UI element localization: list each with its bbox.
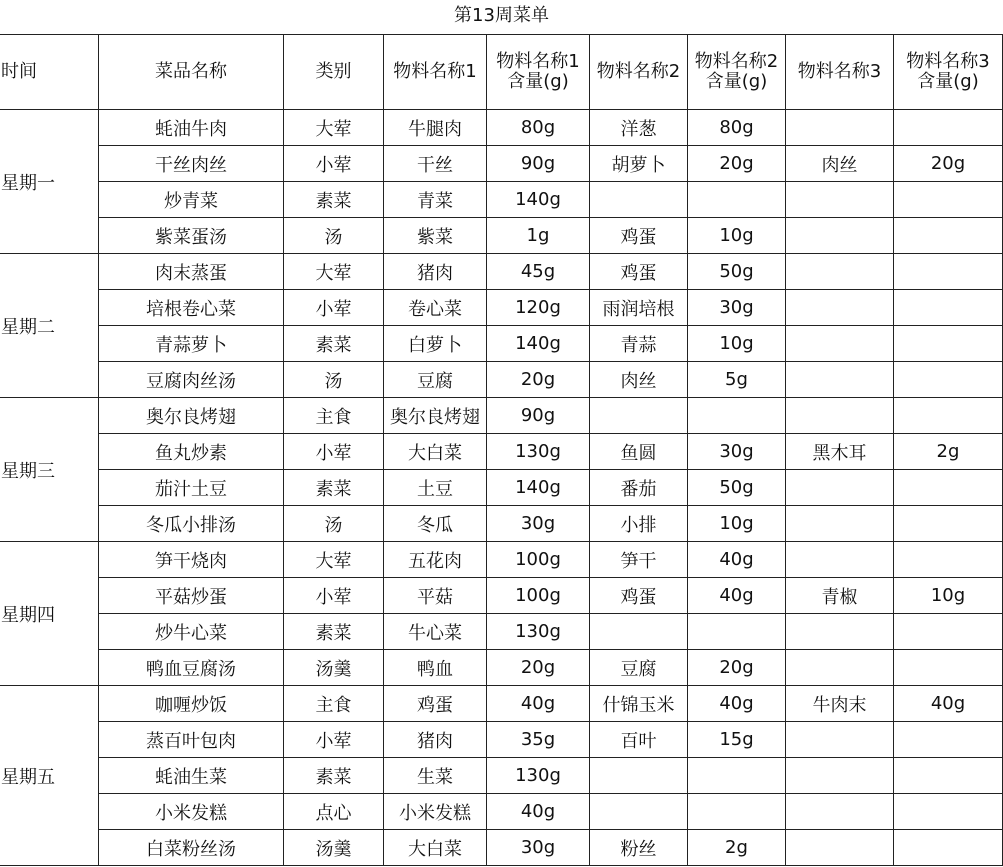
cell-dish-name: 蒸百叶包肉 (99, 722, 284, 758)
cell-material-2 (590, 398, 688, 434)
cell-material-1-amount: 80g (487, 110, 590, 146)
table-row (0, 614, 1003, 650)
cell-material-1: 牛腿肉 (384, 110, 487, 146)
cell-material-2 (590, 614, 688, 650)
header-material-1: 物料名称1 (384, 35, 487, 110)
cell-material-3: 黑木耳 (786, 434, 894, 470)
cell-dish-name: 青蒜萝卜 (99, 326, 284, 362)
cell-material-2: 鸡蛋 (590, 254, 688, 290)
cell-material-2-amount (688, 614, 786, 650)
cell-material-1: 猪肉 (384, 254, 487, 290)
cell-material-2-amount: 2g (688, 830, 786, 866)
cell-category: 点心 (284, 794, 384, 830)
cell-dish-name: 冬瓜小排汤 (99, 506, 284, 542)
cell-material-1: 鸡蛋 (384, 686, 487, 722)
cell-material-1: 紫菜 (384, 218, 487, 254)
cell-material-3-amount (894, 290, 1003, 326)
cell-material-2-amount (688, 794, 786, 830)
cell-category: 小荤 (284, 290, 384, 326)
cell-material-3-amount: 2g (894, 434, 1003, 470)
cell-category: 汤羹 (284, 650, 384, 686)
cell-material-3 (786, 506, 894, 542)
cell-material-1-amount: 45g (487, 254, 590, 290)
table-row (0, 794, 1003, 830)
cell-material-2-amount: 40g (688, 542, 786, 578)
table-row (0, 218, 1003, 254)
cell-dish-name: 蚝油牛肉 (99, 110, 284, 146)
cell-dish-name: 白菜粉丝汤 (99, 830, 284, 866)
cell-category: 大荤 (284, 542, 384, 578)
cell-material-3-amount (894, 470, 1003, 506)
cell-material-1-amount: 40g (487, 686, 590, 722)
cell-material-1-amount: 100g (487, 578, 590, 614)
cell-material-1: 生菜 (384, 758, 487, 794)
cell-material-2: 什锦玉米 (590, 686, 688, 722)
cell-material-2: 青蒜 (590, 326, 688, 362)
cell-dish-name: 鸭血豆腐汤 (99, 650, 284, 686)
table-row (0, 434, 1003, 470)
table-row (0, 326, 1003, 362)
cell-material-3-amount (894, 398, 1003, 434)
cell-material-1-amount: 130g (487, 614, 590, 650)
cell-material-2-amount: 40g (688, 578, 786, 614)
cell-material-2-amount: 10g (688, 326, 786, 362)
cell-material-2-amount: 30g (688, 434, 786, 470)
cell-material-1: 干丝 (384, 146, 487, 182)
cell-material-3-amount (894, 110, 1003, 146)
header-material-2-amount (688, 35, 786, 110)
cell-material-1-amount: 1g (487, 218, 590, 254)
cell-material-1: 牛心菜 (384, 614, 487, 650)
cell-material-3-amount (894, 614, 1003, 650)
header-time: 时间 (0, 35, 99, 110)
header-material-1-amount-line2: 含量(g) (507, 71, 569, 92)
cell-category: 素菜 (284, 758, 384, 794)
table-row (0, 470, 1003, 506)
cell-material-2-amount: 10g (688, 218, 786, 254)
cell-material-2-amount: 20g (688, 146, 786, 182)
cell-category: 素菜 (284, 326, 384, 362)
cell-material-1-amount: 140g (487, 182, 590, 218)
cell-dish-name: 干丝肉丝 (99, 146, 284, 182)
cell-material-2: 鱼圆 (590, 434, 688, 470)
cell-material-2: 胡萝卜 (590, 146, 688, 182)
cell-material-2-amount: 50g (688, 254, 786, 290)
cell-material-1-amount: 100g (487, 542, 590, 578)
cell-material-1: 大白菜 (384, 830, 487, 866)
cell-material-3: 肉丝 (786, 146, 894, 182)
cell-material-2-amount: 5g (688, 362, 786, 398)
cell-dish-name: 奥尔良烤翅 (99, 398, 284, 434)
table-row (0, 182, 1003, 218)
cell-material-1-amount: 35g (487, 722, 590, 758)
cell-material-2-amount: 30g (688, 290, 786, 326)
cell-dish-name: 培根卷心菜 (99, 290, 284, 326)
cell-material-3-amount (894, 218, 1003, 254)
table-row (0, 146, 1003, 182)
cell-material-2: 豆腐 (590, 650, 688, 686)
cell-dish-name: 豆腐肉丝汤 (99, 362, 284, 398)
cell-dish-name: 鱼丸炒素 (99, 434, 284, 470)
cell-material-3-amount: 40g (894, 686, 1003, 722)
cell-category: 大荤 (284, 254, 384, 290)
cell-category: 小荤 (284, 578, 384, 614)
cell-material-3-amount: 10g (894, 578, 1003, 614)
table-row (0, 362, 1003, 398)
cell-category: 小荤 (284, 146, 384, 182)
header-category: 类别 (284, 35, 384, 110)
cell-material-3 (786, 218, 894, 254)
cell-material-1-amount: 20g (487, 362, 590, 398)
cell-material-2: 肉丝 (590, 362, 688, 398)
cell-category: 素菜 (284, 182, 384, 218)
table-row (0, 290, 1003, 326)
cell-category: 素菜 (284, 614, 384, 650)
day-cell: 星期二 (0, 254, 99, 398)
cell-material-1-amount: 40g (487, 794, 590, 830)
cell-material-3 (786, 758, 894, 794)
table-row (0, 830, 1003, 866)
cell-material-2 (590, 182, 688, 218)
cell-category: 汤 (284, 506, 384, 542)
cell-material-3 (786, 362, 894, 398)
table-row (0, 398, 1003, 434)
cell-material-1-amount: 30g (487, 830, 590, 866)
cell-material-1-amount: 120g (487, 290, 590, 326)
menu-table (0, 34, 1003, 866)
day-cell: 星期三 (0, 398, 99, 542)
table-row (0, 506, 1003, 542)
cell-material-3-amount (894, 722, 1003, 758)
cell-dish-name: 茄汁土豆 (99, 470, 284, 506)
header-material-2-amount-line2: 含量(g) (705, 71, 768, 92)
cell-material-1-amount: 130g (487, 758, 590, 794)
cell-material-2: 鸡蛋 (590, 218, 688, 254)
cell-material-1: 豆腐 (384, 362, 487, 398)
cell-material-1: 白萝卜 (384, 326, 487, 362)
cell-category: 汤 (284, 218, 384, 254)
cell-dish-name: 紫菜蛋汤 (99, 218, 284, 254)
menu-body (0, 110, 1003, 866)
cell-material-1-amount: 140g (487, 326, 590, 362)
cell-material-2: 番茄 (590, 470, 688, 506)
cell-material-2-amount: 40g (688, 686, 786, 722)
cell-material-3 (786, 722, 894, 758)
header-material-2: 物料名称2 (590, 35, 688, 110)
table-row (0, 254, 1003, 290)
cell-material-2 (590, 794, 688, 830)
cell-material-3-amount (894, 254, 1003, 290)
cell-material-2-amount: 50g (688, 470, 786, 506)
cell-material-2-amount: 10g (688, 506, 786, 542)
cell-material-2 (590, 758, 688, 794)
header-material-3-amount-line1: 物料名称3 (906, 51, 990, 72)
cell-material-3-amount (894, 326, 1003, 362)
cell-material-3-amount (894, 362, 1003, 398)
cell-category: 主食 (284, 398, 384, 434)
cell-material-1: 猪肉 (384, 722, 487, 758)
table-row (0, 110, 1003, 146)
header-material-2-amount-line1: 物料名称2 (694, 51, 779, 72)
cell-category: 素菜 (284, 470, 384, 506)
header-dish-name: 菜品名称 (99, 35, 284, 110)
header-material-1-amount-line1: 物料名称1 (496, 51, 580, 72)
cell-material-2: 粉丝 (590, 830, 688, 866)
cell-category: 大荤 (284, 110, 384, 146)
header-material-1-amount (487, 35, 590, 110)
cell-category: 汤 (284, 362, 384, 398)
cell-material-3: 牛肉末 (786, 686, 894, 722)
cell-dish-name: 小米发糕 (99, 794, 284, 830)
cell-category: 小荤 (284, 722, 384, 758)
cell-material-1: 冬瓜 (384, 506, 487, 542)
cell-dish-name: 炒青菜 (99, 182, 284, 218)
cell-material-3 (786, 326, 894, 362)
cell-material-2-amount: 15g (688, 722, 786, 758)
cell-material-3 (786, 182, 894, 218)
cell-material-1-amount: 20g (487, 650, 590, 686)
cell-material-1: 鸭血 (384, 650, 487, 686)
cell-material-3 (786, 110, 894, 146)
cell-material-2: 百叶 (590, 722, 688, 758)
cell-material-2-amount (688, 398, 786, 434)
cell-material-1: 大白菜 (384, 434, 487, 470)
cell-material-3-amount (894, 542, 1003, 578)
cell-material-1: 平菇 (384, 578, 487, 614)
cell-material-3-amount (894, 182, 1003, 218)
cell-material-3 (786, 398, 894, 434)
cell-material-3-amount: 20g (894, 146, 1003, 182)
cell-material-3 (786, 470, 894, 506)
cell-material-1: 土豆 (384, 470, 487, 506)
cell-material-1: 小米发糕 (384, 794, 487, 830)
cell-category: 小荤 (284, 434, 384, 470)
cell-material-2: 雨润培根 (590, 290, 688, 326)
cell-dish-name: 炒牛心菜 (99, 614, 284, 650)
day-cell: 星期四 (0, 542, 99, 686)
cell-material-1-amount: 130g (487, 434, 590, 470)
cell-material-3 (786, 254, 894, 290)
cell-material-3: 青椒 (786, 578, 894, 614)
cell-category: 主食 (284, 686, 384, 722)
cell-material-2: 小排 (590, 506, 688, 542)
header-material-3: 物料名称3 (786, 35, 894, 110)
cell-category: 汤羹 (284, 830, 384, 866)
header-row (0, 35, 1003, 110)
cell-dish-name: 咖喱炒饭 (99, 686, 284, 722)
cell-dish-name: 笋干烧肉 (99, 542, 284, 578)
cell-material-2: 洋葱 (590, 110, 688, 146)
table-row (0, 722, 1003, 758)
table-row (0, 542, 1003, 578)
cell-material-1: 奥尔良烤翅 (384, 398, 487, 434)
cell-material-1: 青菜 (384, 182, 487, 218)
cell-dish-name: 蚝油生菜 (99, 758, 284, 794)
cell-dish-name: 平菇炒蛋 (99, 578, 284, 614)
table-row (0, 758, 1003, 794)
cell-material-3 (786, 794, 894, 830)
cell-material-1-amount: 30g (487, 506, 590, 542)
day-cell: 星期一 (0, 110, 99, 254)
cell-material-3-amount (894, 506, 1003, 542)
cell-material-3 (786, 614, 894, 650)
header-material-3-amount (894, 35, 1003, 110)
cell-material-2-amount: 80g (688, 110, 786, 146)
cell-material-3 (786, 830, 894, 866)
cell-material-1-amount: 90g (487, 398, 590, 434)
cell-material-3-amount (894, 794, 1003, 830)
cell-material-1-amount: 140g (487, 470, 590, 506)
day-cell: 星期五 (0, 686, 99, 866)
cell-material-1: 五花肉 (384, 542, 487, 578)
cell-material-3-amount (894, 830, 1003, 866)
cell-material-3 (786, 650, 894, 686)
table-row (0, 650, 1003, 686)
cell-material-1: 卷心菜 (384, 290, 487, 326)
cell-material-2-amount (688, 758, 786, 794)
cell-material-3 (786, 290, 894, 326)
table-row (0, 686, 1003, 722)
cell-material-3 (786, 542, 894, 578)
cell-material-1-amount: 90g (487, 146, 590, 182)
cell-material-3-amount (894, 650, 1003, 686)
cell-dish-name: 肉末蒸蛋 (99, 254, 284, 290)
cell-material-2: 笋干 (590, 542, 688, 578)
cell-material-2-amount (688, 182, 786, 218)
cell-material-2: 鸡蛋 (590, 578, 688, 614)
cell-material-2-amount: 20g (688, 650, 786, 686)
header-material-3-amount-line2: 含量(g) (917, 71, 979, 92)
cell-material-3-amount (894, 758, 1003, 794)
table-row (0, 578, 1003, 614)
page-title: 第13周菜单 (454, 5, 549, 26)
